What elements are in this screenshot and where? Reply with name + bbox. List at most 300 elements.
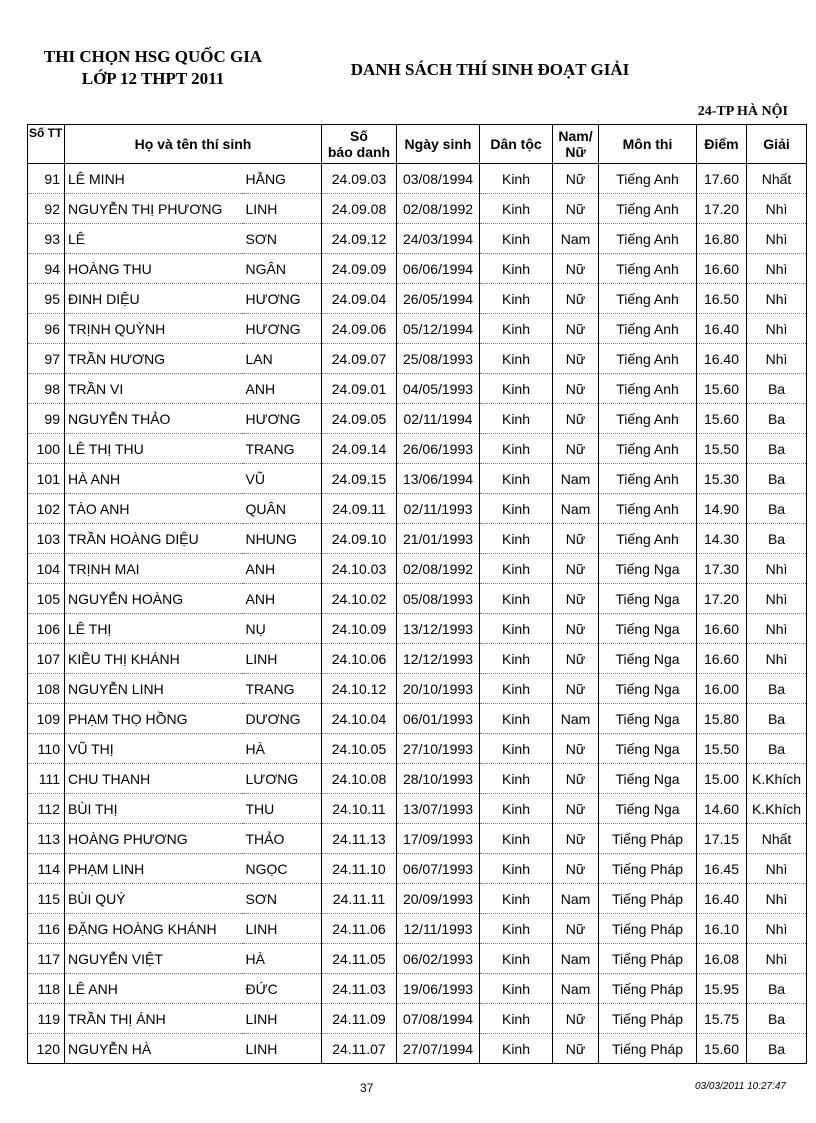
cell-prize: Nhất [747, 824, 807, 854]
cell-stt: 113 [28, 824, 65, 854]
cell-subject: Tiếng Anh [599, 464, 697, 494]
cell-subject: Tiếng Anh [599, 524, 697, 554]
cell-gender: Nam [553, 224, 599, 254]
cell-prize: Ba [747, 404, 807, 434]
cell-sbd: 24.10.09 [322, 614, 397, 644]
cell-gender: Nam [553, 464, 599, 494]
cell-last-name: TRẦN THỊ ÁNH [65, 1004, 243, 1034]
table-header-row [28, 125, 807, 164]
cell-last-name: HÀ ANH [65, 464, 243, 494]
table-row [28, 1004, 807, 1034]
cell-gender: Nam [553, 704, 599, 734]
cell-last-name: TRẦN HƯƠNG [65, 344, 243, 374]
cell-ethnic: Kinh [480, 374, 553, 404]
cell-stt: 109 [28, 704, 65, 734]
cell-ethnic: Kinh [480, 464, 553, 494]
cell-sbd: 24.11.06 [322, 914, 397, 944]
cell-dob: 06/07/1993 [397, 854, 480, 884]
cell-prize: Nhì [747, 884, 807, 914]
cell-sbd: 24.11.11 [322, 884, 397, 914]
cell-dob: 27/07/1994 [397, 1034, 480, 1064]
cell-sbd: 24.09.10 [322, 524, 397, 554]
cell-gender: Nữ [553, 1004, 599, 1034]
cell-prize: K.Khích [747, 794, 807, 824]
cell-ethnic: Kinh [480, 344, 553, 374]
cell-sbd: 24.09.14 [322, 434, 397, 464]
cell-first-name: ANH [243, 554, 322, 584]
cell-gender: Nam [553, 884, 599, 914]
cell-first-name: LINH [243, 914, 322, 944]
table-row [28, 854, 807, 884]
cell-ethnic: Kinh [480, 404, 553, 434]
table-row [28, 404, 807, 434]
cell-subject: Tiếng Nga [599, 614, 697, 644]
cell-stt: 93 [28, 224, 65, 254]
cell-ethnic: Kinh [480, 794, 553, 824]
cell-dob: 05/12/1994 [397, 314, 480, 344]
cell-dob: 02/11/1993 [397, 494, 480, 524]
cell-score: 16.45 [697, 854, 747, 884]
cell-score: 17.30 [697, 554, 747, 584]
table-row [28, 164, 807, 194]
cell-first-name: THU [243, 794, 322, 824]
cell-prize: Ba [747, 704, 807, 734]
cell-gender: Nữ [553, 644, 599, 674]
cell-stt: 104 [28, 554, 65, 584]
cell-sbd: 24.11.05 [322, 944, 397, 974]
cell-subject: Tiếng Pháp [599, 854, 697, 884]
cell-stt: 106 [28, 614, 65, 644]
cell-first-name: DƯƠNG [243, 704, 322, 734]
col-header-subject: Môn thi [599, 125, 697, 164]
results-table [27, 124, 807, 1064]
table-row [28, 644, 807, 674]
cell-first-name: NGỌC [243, 854, 322, 884]
cell-gender: Nữ [553, 824, 599, 854]
cell-subject: Tiếng Nga [599, 794, 697, 824]
cell-subject: Tiếng Pháp [599, 1004, 697, 1034]
cell-stt: 105 [28, 584, 65, 614]
cell-stt: 95 [28, 284, 65, 314]
exam-grade: LỚP 12 THPT 2011 [81, 69, 225, 88]
cell-gender: Nữ [553, 374, 599, 404]
cell-first-name: HƯƠNG [243, 314, 322, 344]
exam-title: THI CHỌN HSG QUỐC GIA [43, 47, 263, 66]
cell-first-name: LƯƠNG [243, 764, 322, 794]
cell-last-name: CHU THANH [65, 764, 243, 794]
cell-gender: Nữ [553, 554, 599, 584]
cell-score: 16.50 [697, 284, 747, 314]
cell-first-name: ANH [243, 374, 322, 404]
cell-subject: Tiếng Anh [599, 254, 697, 284]
cell-stt: 94 [28, 254, 65, 284]
cell-ethnic: Kinh [480, 974, 553, 1004]
cell-gender: Nữ [553, 854, 599, 884]
cell-ethnic: Kinh [480, 944, 553, 974]
table-row [28, 224, 807, 254]
cell-sbd: 24.10.05 [322, 734, 397, 764]
cell-stt: 91 [28, 164, 65, 194]
cell-last-name: NGUYỄN VIỆT [65, 944, 243, 974]
cell-prize: Nhì [747, 644, 807, 674]
cell-prize: K.Khích [747, 764, 807, 794]
cell-first-name: LINH [243, 644, 322, 674]
cell-dob: 26/05/1994 [397, 284, 480, 314]
cell-gender: Nữ [553, 404, 599, 434]
exam-title-block [28, 46, 278, 90]
table-row [28, 194, 807, 224]
cell-score: 15.00 [697, 764, 747, 794]
table-row [28, 554, 807, 584]
cell-subject: Tiếng Pháp [599, 824, 697, 854]
cell-ethnic: Kinh [480, 224, 553, 254]
cell-last-name: BÙI THỊ [65, 794, 243, 824]
cell-stt: 118 [28, 974, 65, 1004]
cell-score: 17.20 [697, 584, 747, 614]
cell-sbd: 24.09.01 [322, 374, 397, 404]
cell-subject: Tiếng Pháp [599, 944, 697, 974]
cell-dob: 04/05/1993 [397, 374, 480, 404]
cell-sbd: 24.09.06 [322, 314, 397, 344]
cell-subject: Tiếng Anh [599, 194, 697, 224]
cell-last-name: PHẠM LINH [65, 854, 243, 884]
cell-prize: Nhì [747, 254, 807, 284]
cell-dob: 02/08/1992 [397, 554, 480, 584]
cell-gender: Nam [553, 494, 599, 524]
cell-subject: Tiếng Nga [599, 674, 697, 704]
cell-score: 16.60 [697, 254, 747, 284]
cell-gender: Nữ [553, 254, 599, 284]
table-row [28, 434, 807, 464]
cell-dob: 12/11/1993 [397, 914, 480, 944]
cell-prize: Ba [747, 494, 807, 524]
cell-last-name: TRỊNH QUỲNH [65, 314, 243, 344]
cell-subject: Tiếng Nga [599, 734, 697, 764]
cell-last-name: LÊ THỊ [65, 614, 243, 644]
cell-prize: Ba [747, 524, 807, 554]
cell-score: 15.60 [697, 1034, 747, 1064]
cell-dob: 17/09/1993 [397, 824, 480, 854]
cell-last-name: HOÀNG PHƯƠNG [65, 824, 243, 854]
cell-subject: Tiếng Anh [599, 164, 697, 194]
col-header-name: Họ và tên thí sinh [65, 125, 322, 164]
cell-score: 16.40 [697, 314, 747, 344]
cell-dob: 25/08/1993 [397, 344, 480, 374]
cell-first-name: SƠN [243, 224, 322, 254]
cell-last-name: LÊ ANH [65, 974, 243, 1004]
cell-stt: 101 [28, 464, 65, 494]
region-label: 24-TP HÀ NỘI [697, 104, 788, 119]
cell-sbd: 24.10.02 [322, 584, 397, 614]
cell-score: 15.30 [697, 464, 747, 494]
cell-stt: 116 [28, 914, 65, 944]
cell-stt: 119 [28, 1004, 65, 1034]
cell-dob: 05/08/1993 [397, 584, 480, 614]
cell-sbd: 24.09.15 [322, 464, 397, 494]
cell-dob: 06/06/1994 [397, 254, 480, 284]
cell-dob: 13/06/1994 [397, 464, 480, 494]
cell-ethnic: Kinh [480, 614, 553, 644]
cell-subject: Tiếng Nga [599, 764, 697, 794]
cell-score: 16.10 [697, 914, 747, 944]
cell-gender: Nữ [553, 734, 599, 764]
table-row [28, 794, 807, 824]
cell-first-name: THẢO [243, 824, 322, 854]
cell-sbd: 24.11.07 [322, 1034, 397, 1064]
cell-first-name: LINH [243, 1034, 322, 1064]
cell-score: 16.60 [697, 644, 747, 674]
cell-last-name: HOÀNG THU [65, 254, 243, 284]
cell-dob: 28/10/1993 [397, 764, 480, 794]
cell-sbd: 24.10.12 [322, 674, 397, 704]
cell-gender: Nữ [553, 314, 599, 344]
cell-stt: 102 [28, 494, 65, 524]
cell-ethnic: Kinh [480, 704, 553, 734]
cell-sbd: 24.11.10 [322, 854, 397, 884]
cell-score: 16.08 [697, 944, 747, 974]
cell-stt: 120 [28, 1034, 65, 1064]
cell-ethnic: Kinh [480, 824, 553, 854]
cell-subject: Tiếng Anh [599, 344, 697, 374]
cell-prize: Ba [747, 1034, 807, 1064]
cell-sbd: 24.09.09 [322, 254, 397, 284]
cell-score: 15.60 [697, 374, 747, 404]
cell-stt: 117 [28, 944, 65, 974]
cell-score: 15.95 [697, 974, 747, 1004]
cell-gender: Nữ [553, 584, 599, 614]
cell-dob: 06/01/1993 [397, 704, 480, 734]
cell-ethnic: Kinh [480, 194, 553, 224]
cell-last-name: LÊ THỊ THU [65, 434, 243, 464]
cell-score: 14.90 [697, 494, 747, 524]
cell-score: 16.80 [697, 224, 747, 254]
col-header-gender: Nam/ Nữ [553, 125, 599, 164]
cell-gender: Nữ [553, 1034, 599, 1064]
cell-dob: 26/06/1993 [397, 434, 480, 464]
page-number: 37 [360, 1081, 374, 1095]
cell-gender: Nam [553, 944, 599, 974]
cell-ethnic: Kinh [480, 434, 553, 464]
cell-first-name: LAN [243, 344, 322, 374]
cell-score: 17.15 [697, 824, 747, 854]
table-row [28, 254, 807, 284]
cell-prize: Nhì [747, 194, 807, 224]
cell-stt: 96 [28, 314, 65, 344]
cell-stt: 97 [28, 344, 65, 374]
cell-last-name: TÀO ANH [65, 494, 243, 524]
cell-dob: 07/08/1994 [397, 1004, 480, 1034]
cell-subject: Tiếng Anh [599, 374, 697, 404]
cell-subject: Tiếng Nga [599, 554, 697, 584]
cell-last-name: TRỊNH MAI [65, 554, 243, 584]
cell-sbd: 24.10.08 [322, 764, 397, 794]
cell-last-name: NGUYỄN LINH [65, 674, 243, 704]
cell-subject: Tiếng Anh [599, 494, 697, 524]
cell-first-name: HÀ [243, 734, 322, 764]
cell-stt: 107 [28, 644, 65, 674]
cell-first-name: NGÂN [243, 254, 322, 284]
cell-last-name: NGUYỄN HOÀNG [65, 584, 243, 614]
cell-dob: 13/07/1993 [397, 794, 480, 824]
cell-last-name: NGUYỄN HÀ [65, 1034, 243, 1064]
cell-prize: Ba [747, 464, 807, 494]
cell-last-name: BÙI QUÝ [65, 884, 243, 914]
cell-first-name: HƯƠNG [243, 284, 322, 314]
document-title: DANH SÁCH THÍ SINH ĐOẠT GIẢI [350, 60, 630, 79]
cell-last-name: ĐẶNG HOÀNG KHÁNH [65, 914, 243, 944]
cell-ethnic: Kinh [480, 584, 553, 614]
cell-dob: 20/10/1993 [397, 674, 480, 704]
cell-ethnic: Kinh [480, 284, 553, 314]
cell-stt: 92 [28, 194, 65, 224]
cell-last-name: NGUYỄN THỊ PHƯƠNG [65, 194, 243, 224]
cell-stt: 110 [28, 734, 65, 764]
cell-first-name: NỤ [243, 614, 322, 644]
cell-prize: Ba [747, 674, 807, 704]
cell-sbd: 24.09.07 [322, 344, 397, 374]
col-header-sbd: Số báo danh [322, 125, 397, 164]
cell-ethnic: Kinh [480, 1004, 553, 1034]
table-row [28, 494, 807, 524]
cell-gender: Nam [553, 974, 599, 1004]
cell-sbd: 24.09.12 [322, 224, 397, 254]
cell-gender: Nữ [553, 914, 599, 944]
table-row [28, 284, 807, 314]
cell-stt: 99 [28, 404, 65, 434]
col-header-dob: Ngày sinh [397, 125, 480, 164]
cell-score: 14.30 [697, 524, 747, 554]
cell-prize: Ba [747, 374, 807, 404]
cell-sbd: 24.10.03 [322, 554, 397, 584]
cell-stt: 115 [28, 884, 65, 914]
cell-score: 16.40 [697, 344, 747, 374]
cell-ethnic: Kinh [480, 254, 553, 284]
cell-sbd: 24.09.08 [322, 194, 397, 224]
cell-gender: Nữ [553, 194, 599, 224]
cell-dob: 27/10/1993 [397, 734, 480, 764]
cell-ethnic: Kinh [480, 914, 553, 944]
cell-prize: Nhì [747, 224, 807, 254]
cell-score: 15.50 [697, 734, 747, 764]
cell-stt: 100 [28, 434, 65, 464]
table-row [28, 344, 807, 374]
cell-dob: 24/03/1994 [397, 224, 480, 254]
cell-ethnic: Kinh [480, 734, 553, 764]
cell-prize: Nhì [747, 914, 807, 944]
cell-ethnic: Kinh [480, 644, 553, 674]
cell-sbd: 24.09.04 [322, 284, 397, 314]
table-row [28, 1034, 807, 1064]
cell-subject: Tiếng Anh [599, 224, 697, 254]
cell-last-name: NGUYỄN THẢO [65, 404, 243, 434]
cell-score: 15.75 [697, 1004, 747, 1034]
cell-first-name: HẰNG [243, 164, 322, 194]
cell-last-name: LÊ [65, 224, 243, 254]
cell-subject: Tiếng Pháp [599, 914, 697, 944]
cell-gender: Nữ [553, 434, 599, 464]
cell-subject: Tiếng Anh [599, 314, 697, 344]
cell-prize: Nhì [747, 614, 807, 644]
cell-last-name: VŨ THỊ [65, 734, 243, 764]
cell-prize: Nhất [747, 164, 807, 194]
cell-prize: Ba [747, 974, 807, 1004]
cell-dob: 02/11/1994 [397, 404, 480, 434]
cell-last-name: PHẠM THỌ HỒNG [65, 704, 243, 734]
cell-dob: 13/12/1993 [397, 614, 480, 644]
cell-ethnic: Kinh [480, 554, 553, 584]
cell-stt: 114 [28, 854, 65, 884]
cell-dob: 06/02/1993 [397, 944, 480, 974]
cell-first-name: SƠN [243, 884, 322, 914]
cell-sbd: 24.10.11 [322, 794, 397, 824]
cell-gender: Nữ [553, 524, 599, 554]
cell-subject: Tiếng Anh [599, 434, 697, 464]
cell-subject: Tiếng Pháp [599, 884, 697, 914]
cell-sbd: 24.10.06 [322, 644, 397, 674]
cell-score: 16.40 [697, 884, 747, 914]
cell-last-name: TRẦN VI [65, 374, 243, 404]
cell-subject: Tiếng Anh [599, 284, 697, 314]
cell-stt: 103 [28, 524, 65, 554]
cell-ethnic: Kinh [480, 164, 553, 194]
col-header-score: Điểm [697, 125, 747, 164]
cell-prize: Nhì [747, 944, 807, 974]
cell-ethnic: Kinh [480, 314, 553, 344]
cell-first-name: TRANG [243, 434, 322, 464]
cell-last-name: ĐINH DIỆU [65, 284, 243, 314]
cell-prize: Ba [747, 1004, 807, 1034]
table-row [28, 884, 807, 914]
cell-sbd: 24.10.04 [322, 704, 397, 734]
cell-subject: Tiếng Anh [599, 404, 697, 434]
cell-sbd: 24.11.03 [322, 974, 397, 1004]
cell-score: 15.50 [697, 434, 747, 464]
cell-first-name: HÀ [243, 944, 322, 974]
table-row [28, 764, 807, 794]
cell-prize: Nhì [747, 554, 807, 584]
table-row [28, 614, 807, 644]
cell-first-name: ANH [243, 584, 322, 614]
cell-subject: Tiếng Pháp [599, 1034, 697, 1064]
cell-last-name: TRẦN HOÀNG DIỆU [65, 524, 243, 554]
cell-score: 16.00 [697, 674, 747, 704]
cell-ethnic: Kinh [480, 1034, 553, 1064]
table-row [28, 974, 807, 1004]
cell-score: 15.60 [697, 404, 747, 434]
cell-prize: Nhì [747, 584, 807, 614]
cell-gender: Nữ [553, 614, 599, 644]
table-row [28, 704, 807, 734]
cell-ethnic: Kinh [480, 494, 553, 524]
cell-first-name: TRANG [243, 674, 322, 704]
cell-first-name: QUÂN [243, 494, 322, 524]
cell-stt: 108 [28, 674, 65, 704]
cell-gender: Nữ [553, 674, 599, 704]
cell-score: 16.60 [697, 614, 747, 644]
cell-ethnic: Kinh [480, 854, 553, 884]
cell-gender: Nữ [553, 164, 599, 194]
table-row [28, 314, 807, 344]
cell-sbd: 24.11.09 [322, 1004, 397, 1034]
table-row [28, 674, 807, 704]
table-row [28, 464, 807, 494]
cell-first-name: LINH [243, 194, 322, 224]
cell-prize: Nhì [747, 314, 807, 344]
table-row [28, 734, 807, 764]
cell-score: 14.60 [697, 794, 747, 824]
cell-first-name: ĐỨC [243, 974, 322, 1004]
print-datetime: 03/03/2011 10:27:47 [694, 1081, 786, 1092]
